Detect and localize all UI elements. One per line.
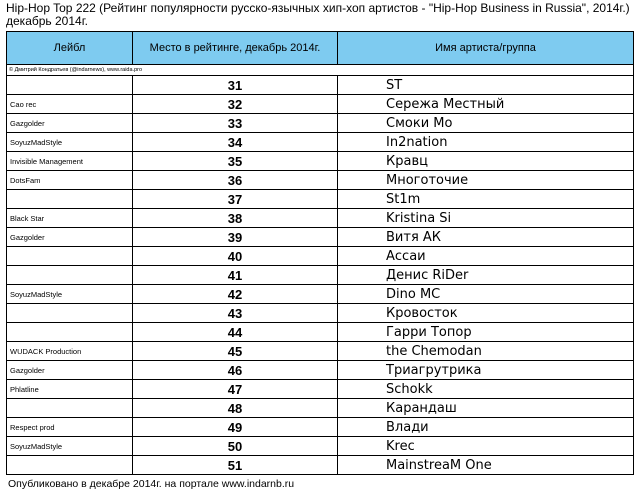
label-cell (7, 304, 133, 323)
credit-row (7, 65, 634, 76)
artist-cell: the Chemodan (338, 342, 634, 361)
artist-cell: Карандаш (338, 399, 634, 418)
rank-cell: 44 (133, 323, 338, 342)
rank-cell: 32 (133, 95, 338, 114)
table-row (7, 266, 634, 285)
label-cell: Gazgolder (7, 228, 133, 247)
table-row (7, 152, 634, 171)
label-cell: Gazgolder (7, 114, 133, 133)
rank-cell: 45 (133, 342, 338, 361)
table-row (7, 342, 634, 361)
table-row (7, 190, 634, 209)
artist-cell: Krec (338, 437, 634, 456)
artist-cell: Сережа Местный (338, 95, 634, 114)
artist-cell: Смоки Мо (338, 114, 634, 133)
label-cell: Respect prod (7, 418, 133, 437)
ranking-table (6, 31, 634, 475)
table-row (7, 304, 634, 323)
rank-cell: 36 (133, 171, 338, 190)
artist-cell: Денис RiDer (338, 266, 634, 285)
label-cell (7, 456, 133, 475)
rank-cell: 51 (133, 456, 338, 475)
label-cell: Gazgolder (7, 361, 133, 380)
label-cell (7, 76, 133, 95)
table-row (7, 171, 634, 190)
label-cell: Invisible Management (7, 152, 133, 171)
rank-cell: 34 (133, 133, 338, 152)
table-row (7, 456, 634, 475)
table-row (7, 76, 634, 95)
label-cell: WUDACK Production (7, 342, 133, 361)
table-row (7, 380, 634, 399)
table-row (7, 209, 634, 228)
table-row (7, 418, 634, 437)
rank-cell: 31 (133, 76, 338, 95)
artist-cell: Триагрутрика (338, 361, 634, 380)
label-cell: Black Star (7, 209, 133, 228)
rank-cell: 37 (133, 190, 338, 209)
table-row (7, 323, 634, 342)
artist-cell: Кровосток (338, 304, 634, 323)
rank-cell: 35 (133, 152, 338, 171)
page-title: Hip-Hop Top 222 (Рейтинг популярности русско-язычных хип-хоп артистов - "Hip-Hop Business in Russia", 2014г.) декабрь 2014г. (6, 1, 630, 28)
table-row (7, 399, 634, 418)
artist-cell: Kristina Si (338, 209, 634, 228)
footer-note: Опубликовано в декабре 2014г. на портале www.indarnb.ru (8, 478, 295, 490)
rank-cell: 33 (133, 114, 338, 133)
rank-cell: 46 (133, 361, 338, 380)
artist-cell: Ассаи (338, 247, 634, 266)
rank-cell: 38 (133, 209, 338, 228)
rank-cell: 41 (133, 266, 338, 285)
artist-cell: Dino MC (338, 285, 634, 304)
artist-cell: MainstreaM One (338, 456, 634, 475)
header-rank: Место в рейтинге, декабрь 2014г. (133, 32, 338, 65)
table-row (7, 437, 634, 456)
table-row (7, 95, 634, 114)
rank-cell: 42 (133, 285, 338, 304)
artist-cell: Кравц (338, 152, 634, 171)
label-cell (7, 266, 133, 285)
label-cell (7, 247, 133, 266)
artist-cell: ST (338, 76, 634, 95)
header-label: Лейбл (7, 32, 133, 65)
artist-cell: Schokk (338, 380, 634, 399)
table-header-row (7, 32, 634, 65)
label-cell (7, 399, 133, 418)
artist-cell: In2nation (338, 133, 634, 152)
artist-cell: Многоточие (338, 171, 634, 190)
label-cell: SoyuzMadStyle (7, 133, 133, 152)
label-cell: SoyuzMadStyle (7, 437, 133, 456)
table-row (7, 285, 634, 304)
artist-cell: St1m (338, 190, 634, 209)
label-cell (7, 323, 133, 342)
rank-cell: 48 (133, 399, 338, 418)
rank-cell: 43 (133, 304, 338, 323)
table-row (7, 133, 634, 152)
artist-cell: Влади (338, 418, 634, 437)
table-row (7, 247, 634, 266)
rank-cell: 50 (133, 437, 338, 456)
label-cell: DotsFam (7, 171, 133, 190)
credit-text: © Дмитрий Кондратьев (@indarnews), www.raida.pro (7, 65, 634, 76)
artist-cell: Гарри Топор (338, 323, 634, 342)
rank-cell: 39 (133, 228, 338, 247)
rank-cell: 47 (133, 380, 338, 399)
rank-cell: 40 (133, 247, 338, 266)
label-cell (7, 190, 133, 209)
label-cell: Cao rec (7, 95, 133, 114)
table-row (7, 361, 634, 380)
table-row (7, 114, 634, 133)
artist-cell: Витя АК (338, 228, 634, 247)
label-cell: Phlatline (7, 380, 133, 399)
header-artist: Имя артиста/группа (338, 32, 634, 65)
label-cell: SoyuzMadStyle (7, 285, 133, 304)
rank-cell: 49 (133, 418, 338, 437)
table-row (7, 228, 634, 247)
